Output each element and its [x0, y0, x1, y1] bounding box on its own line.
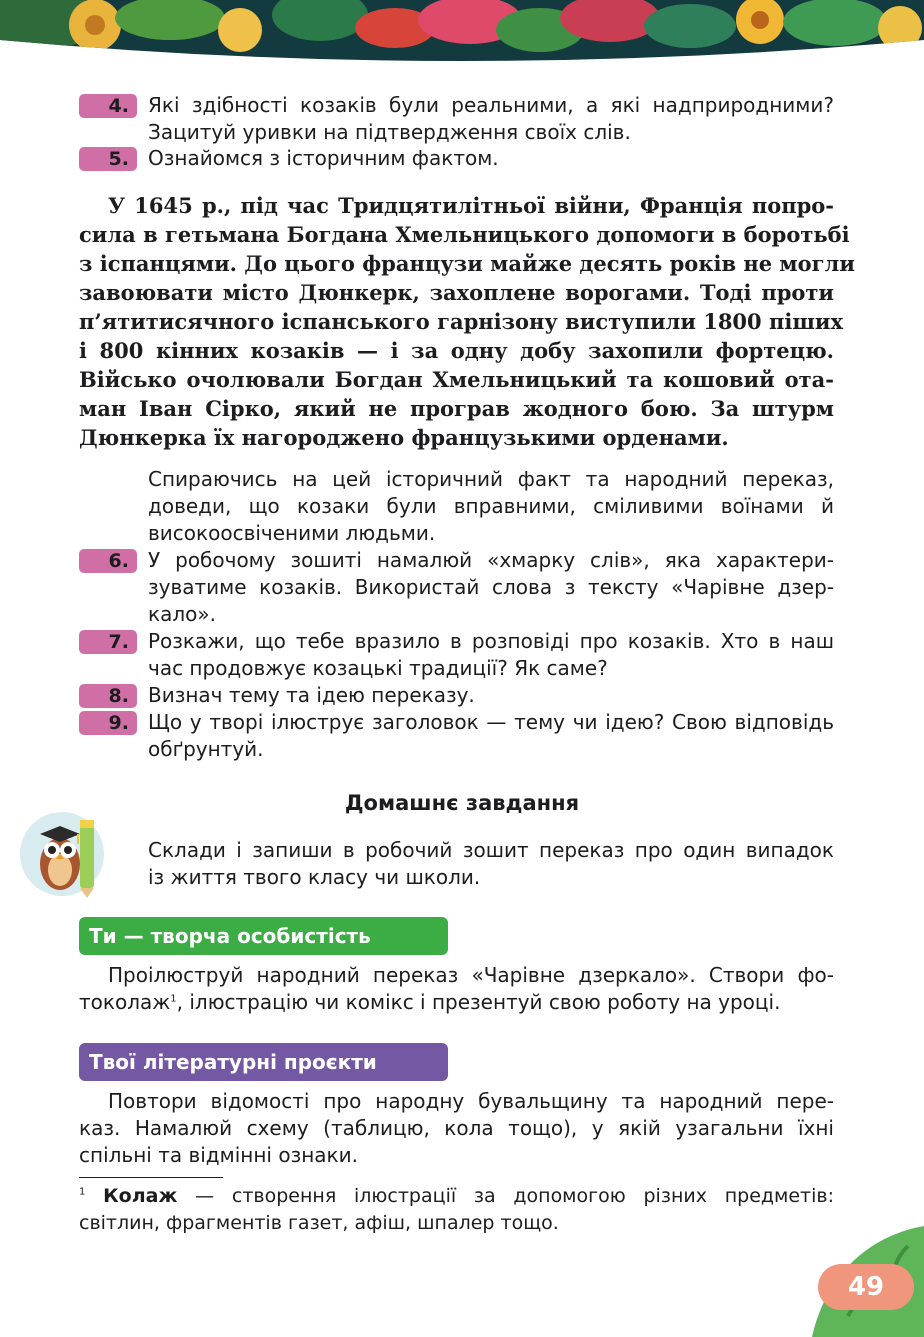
homework-text: із життя твого класу чи школи. [148, 865, 481, 889]
homework-heading: Домашнє завдання [344, 791, 580, 815]
task-4-text: Зацитуй уривки на підтвердження своїх слів. [148, 120, 631, 144]
historical-fact-line: ман Іван Сірко, який не програв жодного бою. За штурм [79, 396, 834, 421]
historical-fact-line: Військо очолювали Богдан Хмельницький та кошовий ота- [79, 367, 834, 392]
footnote-text: $^1$ Колаж — створення ілюстрації за допомогою різних предметів: [79, 1185, 834, 1207]
creative-text: токолаж$^1$, ілюстрацію чи комікс і презентуй свою роботу на уроці. [79, 990, 781, 1014]
owl-mascot-icon [18, 806, 106, 898]
task-number-badge: 8. [79, 684, 137, 708]
creative-text: Проілюструй народний переказ «Чарівне дзеркало». Створи фо- [108, 963, 834, 987]
floral-header-banner [0, 0, 924, 70]
task-7-text: Розкажи, що тебе вразило в розповіді про козаків. Хто в наш [148, 629, 834, 653]
historical-fact-line: п’ятитисячного іспанського гарнізону виступили 1800 піших [79, 309, 843, 334]
historical-fact-line: з іспанцями. До цього французи майже десять років не могли [79, 251, 855, 276]
task-8-text: Визнач тему та ідею переказу. [148, 683, 475, 707]
task-9-text: Що у творі ілюструє заголовок — тему чи ідею? Свою відповідь [148, 710, 834, 734]
historical-fact-line: завоювати місто Дюнкерк, захоплене ворогами. Тоді проти [79, 280, 834, 305]
task-5-continuation: високоосвіченими людьми. [148, 521, 436, 545]
task-9-text: обґрунтуй. [148, 737, 264, 761]
page-number: 49 [818, 1264, 914, 1310]
footnote-text: світлин, фрагментів газет, афіш, шпалер тощо. [79, 1212, 559, 1234]
projects-text: Повтори відомості про народну бувальщину та народний пере- [108, 1089, 834, 1113]
task-6-text: кало». [148, 602, 216, 626]
historical-fact-line: Дюнкерка їх нагороджено французькими орденами. [79, 425, 729, 450]
task-number-badge: 5. [79, 147, 137, 171]
footnote-reference: 1 [170, 993, 177, 1005]
task-number-badge: 4. [79, 94, 137, 118]
task-5-text: Ознайомся з історичним фактом. [148, 146, 499, 170]
task-7-text: час продовжує козацькі традиції? Як саме? [148, 656, 608, 680]
task-5-continuation: доведи, що козаки були вправними, сміливими воїнами й [148, 494, 834, 518]
projects-section-title: Твої літературні проєкти [79, 1043, 448, 1081]
task-number-badge: 6. [79, 549, 137, 573]
projects-text: каз. Намалюй схему (таблицю, кола тощо), у якій узагальни їхні [79, 1116, 834, 1140]
projects-text: спільні та відмінні ознаки. [79, 1143, 358, 1167]
task-4-text: Які здібності козаків були реальними, а які надприродними? [148, 93, 834, 117]
historical-fact-line: сила в гетьмана Богдана Хмельницького допомоги в боротьбі [79, 222, 850, 247]
homework-text: Склади і запиши в робочий зошит переказ про один випадок [148, 838, 834, 862]
task-number-badge: 7. [79, 630, 137, 654]
task-5-continuation: Спираючись на цей історичний факт та народний переказ, [148, 467, 834, 491]
task-6-text: зуватиме козаків. Використай слова з тексту «Чарівне дзер- [148, 575, 834, 599]
historical-fact-line: У 1645 р., під час Тридцятилітньої війни, Франція попро- [108, 193, 834, 218]
task-number-badge: 9. [79, 711, 137, 735]
historical-fact-line: і 800 кінних козаків — і за одну добу захопили фортецю. [79, 338, 834, 363]
creative-section-title: Ти — творча особистість [79, 917, 448, 955]
task-6-text: У робочому зошиті намалюй «хмарку слів», яка характери- [148, 548, 834, 572]
footnote-divider [79, 1177, 223, 1178]
